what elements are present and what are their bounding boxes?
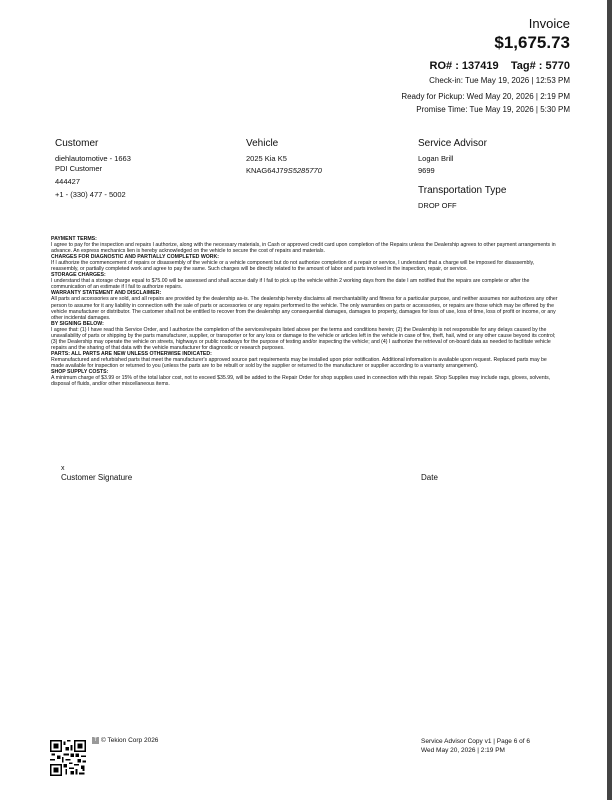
advisor-name: Logan Brill <box>418 154 454 163</box>
transportation-type-title: Transportation Type <box>418 185 507 196</box>
date-label: Date <box>421 473 438 482</box>
ro-label: RO# : <box>429 60 459 72</box>
signature-x-mark: x <box>61 465 65 472</box>
vehicle-model: 2025 Kia K5 <box>246 154 287 163</box>
terms-heading: SHOP SUPPLY COSTS: <box>51 369 109 376</box>
copy-page-info: Service Advisor Copy v1 | Page 6 of 6 <box>421 738 530 745</box>
terms-text: All parts and accessories are sold, and all repairs are provided by the dealership as-is. The dealership hereby disclaims all merchantability and fitness for a particular purpose, and neither assumes nor authorizes any other person to assume for it any liability in connection with the sale of parts or accessories or any repairs performed to the vehicle. The only warranties on parts or accessories, or repairs are those which may be offered by the vehicle manufacturer or distributor. The customer shall not be entitled to recover from the dealership any consequential damages, damages to property, damages for loss of use, loss of time, loss of profit or income, or any other incidental damages. <box>51 296 558 321</box>
transportation-type-value: DROP OFF <box>418 201 457 210</box>
vehicle-vin <box>246 166 322 175</box>
ro-tag-line <box>430 60 570 72</box>
ready-for-pickup-time: Ready for Pickup: Wed May 20, 2026 | 2:19 PM <box>401 92 570 101</box>
advisor-number: 9699 <box>418 166 435 175</box>
tag-label: Tag# : <box>510 60 543 72</box>
checkin-time: Check-in: Tue May 19, 2026 | 12:53 PM <box>429 76 570 85</box>
customer-type: PDI Customer <box>55 164 103 173</box>
terms-text: I understand that a storage charge equal to $75.00 will be assessed and shall accrue daily if I fail to pick up the vehicle within 2 working days from the date I am notified that the repairs are complete or after the communication of an estimate if I fail to authorize repairs. <box>51 278 530 291</box>
invoice-amount: $1,675.73 <box>494 33 570 52</box>
terms-text: I agree to pay for the inspection and repairs I authorize, along with the necessary materials, in Cash or approved credit card upon completion of the Repairs unless the Dealership agrees to other payment arrangements in advance. An express mechanics lien is hereby acknowledged on the vehicle to secure the cost of repairs and materials. <box>51 242 556 255</box>
customer-title: Customer <box>55 138 99 149</box>
terms-heading: WARRANTY STATEMENT AND DISCLAIMER: <box>51 290 162 297</box>
terms-heading: BY SIGNING BELOW: <box>51 320 104 327</box>
terms-heading: PARTS: ALL PARTS ARE NEW UNLESS OTHERWISE INDICATED: <box>51 350 212 357</box>
terms-heading: CHARGES FOR DIAGNOSTIC AND PARTIALLY COMPLETED WORK: <box>51 254 220 261</box>
vin-prefix: KNAG64J7 <box>246 166 284 175</box>
customer-signature-label: Customer Signature <box>61 473 133 482</box>
terms-text: A minimum charge of $3.99 or 15% of the total labor cost, not to exceed $35.99, will be added to the Repair Order for shop supplies used in connection with this repair. Shop Supplies may include rags, gloves, solvents, disposal of fluids, and/or other miscellaneous items. <box>51 375 551 388</box>
qr-code-icon <box>50 740 86 776</box>
terms-heading: STORAGE CHARGES: <box>51 272 106 279</box>
promise-time: Promise Time: Tue May 19, 2026 | 5:30 PM <box>416 105 570 114</box>
invoice-title: Invoice <box>528 16 570 31</box>
terms-and-conditions <box>51 236 559 387</box>
customer-phone: +1 - (330) 477 - 5002 <box>55 190 126 199</box>
vin-suffix: 9S5285770 <box>283 166 322 175</box>
terms-text: If I authorize the commencement of repairs or disassembly of the vehicle or a vehicle component but do not authorize completion of a repair or service, I understand that a charge will be imposed for disassembly, reassembly, or partially completed work and agree to pay the same. Such charges will be directly related to the amount of labor and parts involved in the inspection, repair, or service. <box>51 260 535 273</box>
terms-heading: PAYMENT TERMS: <box>51 236 97 242</box>
terms-text: Remanufactured and refurbished parts that meet the manufacturer's approved source part requirements may be installed upon prior notification. Additional information is available upon request. Replaced parts may be made available for inspection or returned to you (unless the parts are to be rebuilt or sold by the supplier or returned to the manufacturer or supplier according to a warranty arrangement). <box>51 356 547 369</box>
footer-copyright <box>92 737 158 744</box>
tag-number: 5770 <box>545 60 570 72</box>
scan-edge-border <box>607 0 612 800</box>
footer-timestamp: Wed May 20, 2026 | 2:19 PM <box>421 747 505 754</box>
ro-number: 137419 <box>461 60 499 72</box>
tekion-logo-icon: T <box>93 737 98 743</box>
terms-text: I agree that: (1) I have read this Service Order, and I authorize the completion of the services/repairs listed above per the terms and conditions herein; (2) the Dealership is not responsible for any delays caused by the unavailability of parts or shipping by the parts manufacturer, supplier, or transporter or for any loss or damage to the vehicle or articles left in the vehicle in case of fire, theft, hail, wind or any other cause beyond its control; (3) the Dealership may operate the vehicle on streets, highways or public roadways for the purpose of testing and/or inspecting the vehicle; and (4) I authorize the retrieval of on-board data as needed to facilitate vehicle repairs and the sharing of that data with the vehicle manufacturer for diagnostic or research purposes. <box>51 326 556 351</box>
vehicle-title: Vehicle <box>246 138 279 149</box>
service-advisor-title: Service Advisor <box>418 138 487 149</box>
copyright-text: © Tekion Corp 2026 <box>101 737 159 745</box>
customer-id: 444427 <box>55 177 81 186</box>
customer-name: diehlautomotive - 1663 <box>55 154 131 163</box>
